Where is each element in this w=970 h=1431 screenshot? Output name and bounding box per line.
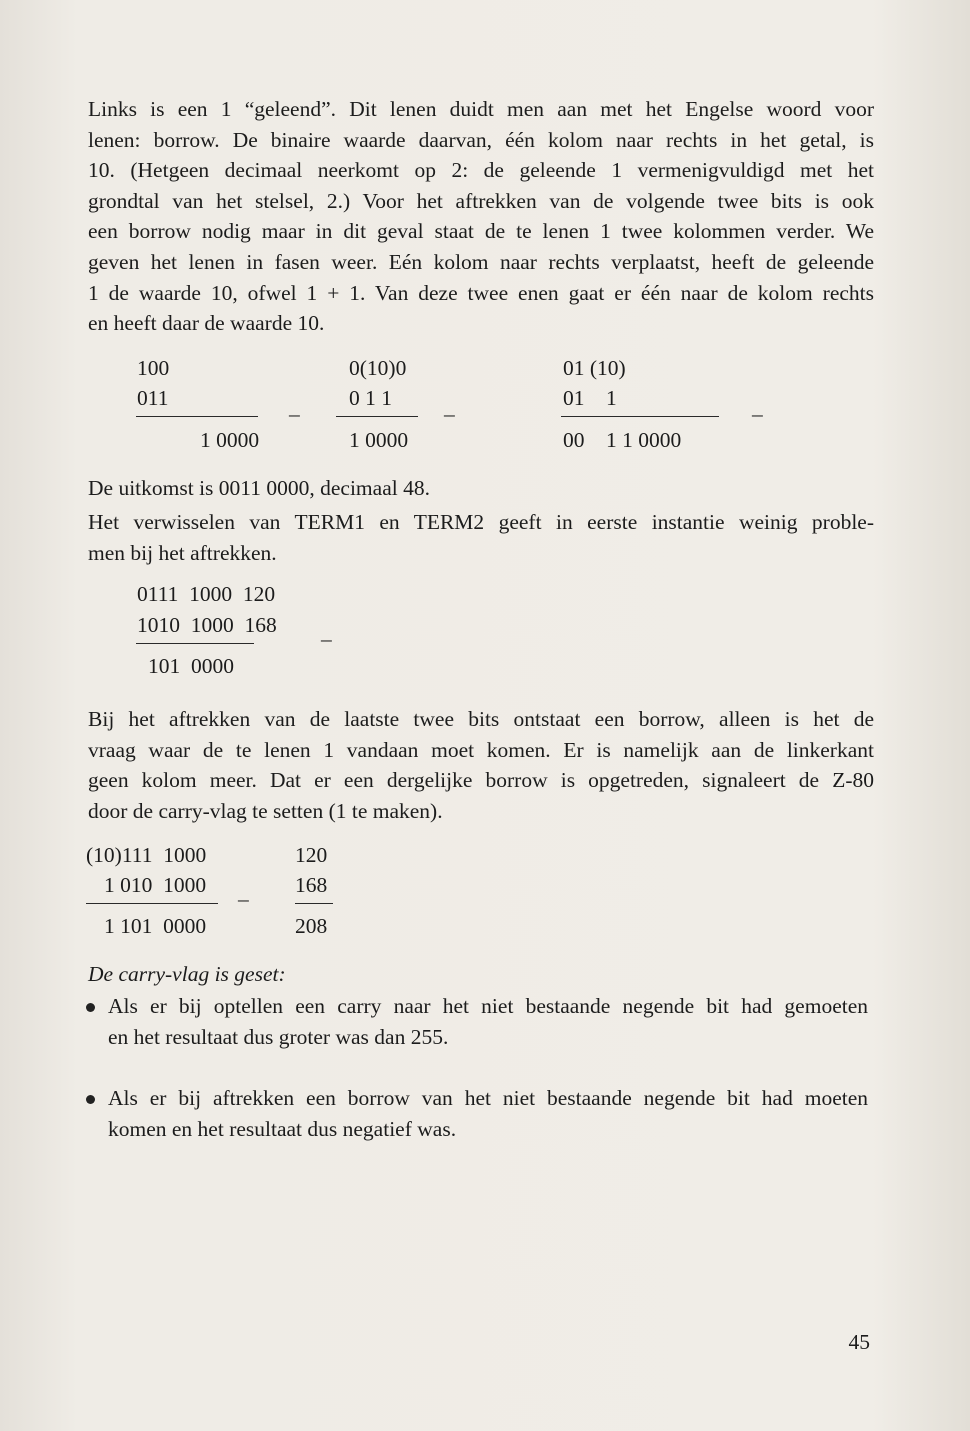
result-line: De uitkomst is 0011 0000, decimaal 48. — [88, 476, 430, 500]
text-line: 10. (Hetgeen decimaal neerkomt op 2: de geleende 1 vermenigvuldigd met het — [88, 158, 874, 183]
text-line: Links is een 1 “geleend”. Dit lenen duidt men aan met het Engelse woord voor — [88, 97, 874, 121]
calc3-top-binary: (10)111 1000 — [86, 843, 207, 867]
text-line: Bij het aftrekken van de laatste twee bits ontstaat een borrow, alleen is het de — [88, 707, 874, 731]
text-line: door de carry-vlag te setten (1 te maken). — [88, 798, 443, 823]
text-line: geen kolom meer. Dat er een dergelijke borrow is opgetreden, signaleert de Z-80 — [88, 768, 874, 793]
calc3-result-binary: 1 101 0000 — [104, 914, 207, 938]
text-line: men bij het aftrekken. — [88, 540, 277, 565]
bullet-icon — [86, 1003, 95, 1012]
minus-sign: – — [289, 402, 300, 426]
bullet-item — [108, 1083, 868, 1144]
text-line: komen en het resultaat dus negatief was. — [108, 1116, 457, 1141]
calc-a-bottom: 011 — [137, 386, 169, 410]
minus-sign: – — [444, 402, 455, 426]
sum-rule — [136, 416, 258, 417]
minus-sign: – — [752, 402, 763, 426]
calc-c-top: 01 (10) — [563, 356, 626, 380]
calc3-top-decimal: 120 — [295, 843, 328, 867]
bullet-item — [108, 991, 868, 1052]
sum-rule — [561, 416, 719, 417]
text-line: en het resultaat dus groter was dan 255. — [108, 1024, 449, 1049]
text-line: Het verwisselen van TERM1 en TERM2 geeft in eerste instantie weinig proble- — [88, 510, 874, 534]
text-line: 1 de waarde 10, ofwel 1 + 1. Van deze twee enen gaat er één naar de kolom rechts — [88, 280, 874, 305]
calc3-result-decimal: 208 — [295, 914, 328, 938]
paragraph-carry-flag — [88, 704, 874, 826]
calc-b-top: 0(10)0 — [349, 356, 407, 380]
sum-rule — [336, 416, 418, 417]
paragraph-swap-terms — [88, 507, 874, 568]
calc3-bottom-decimal: 168 — [295, 873, 328, 897]
sum-rule — [136, 643, 254, 644]
minus-sign: – — [238, 887, 249, 911]
text-line: Als er bij optellen een carry naar het niet bestaande negende bit had gemoeten — [108, 994, 868, 1018]
calc-a-result: 1 0000 — [200, 428, 260, 452]
bullet-icon — [86, 1095, 95, 1104]
calc2-result: 101 0000 — [148, 654, 234, 678]
calc-b-result: 1 0000 — [349, 428, 409, 452]
calc2-bottom: 1010 1000 168 — [137, 613, 277, 637]
text-line: grondtal van het stelsel, 2.) Voor het aftrekken van de volgende twee bits is ook — [88, 188, 874, 213]
calc-c-bottom: 01 1 — [563, 386, 617, 410]
text-line: Als er bij aftrekken een borrow van het niet bestaande negende bit had moeten — [108, 1086, 868, 1110]
calc-a-top: 100 — [137, 356, 170, 380]
calc3-bottom-binary: 1 010 1000 — [104, 873, 207, 897]
sum-rule — [86, 903, 218, 904]
text-line: een borrow nodig maar in dit geval staat de te lenen 1 twee kolommen verder. We — [88, 219, 874, 244]
minus-sign: – — [321, 627, 332, 651]
calc2-top: 0111 1000 120 — [137, 582, 276, 606]
text-line: geven het lenen in fasen weer. Eén kolom naar rechts verplaatst, heeft de geleende — [88, 249, 874, 274]
carry-heading: De carry-vlag is geset: — [88, 962, 286, 986]
paragraph-borrow-intro — [88, 94, 874, 339]
calc-c-result: 00 1 1 0000 — [563, 428, 682, 452]
page-number: 45 — [848, 1330, 870, 1354]
text-line: en heeft daar de waarde 10. — [88, 311, 325, 336]
text-line: lenen: borrow. De binaire waarde daarvan, één kolom naar rechts in het getal, is — [88, 127, 874, 152]
calc-b-bottom: 0 1 1 — [349, 386, 392, 410]
text-line: vraag waar de te lenen 1 vandaan moet komen. Er is namelijk aan de linkerkant — [88, 737, 874, 762]
sum-rule — [295, 903, 333, 904]
